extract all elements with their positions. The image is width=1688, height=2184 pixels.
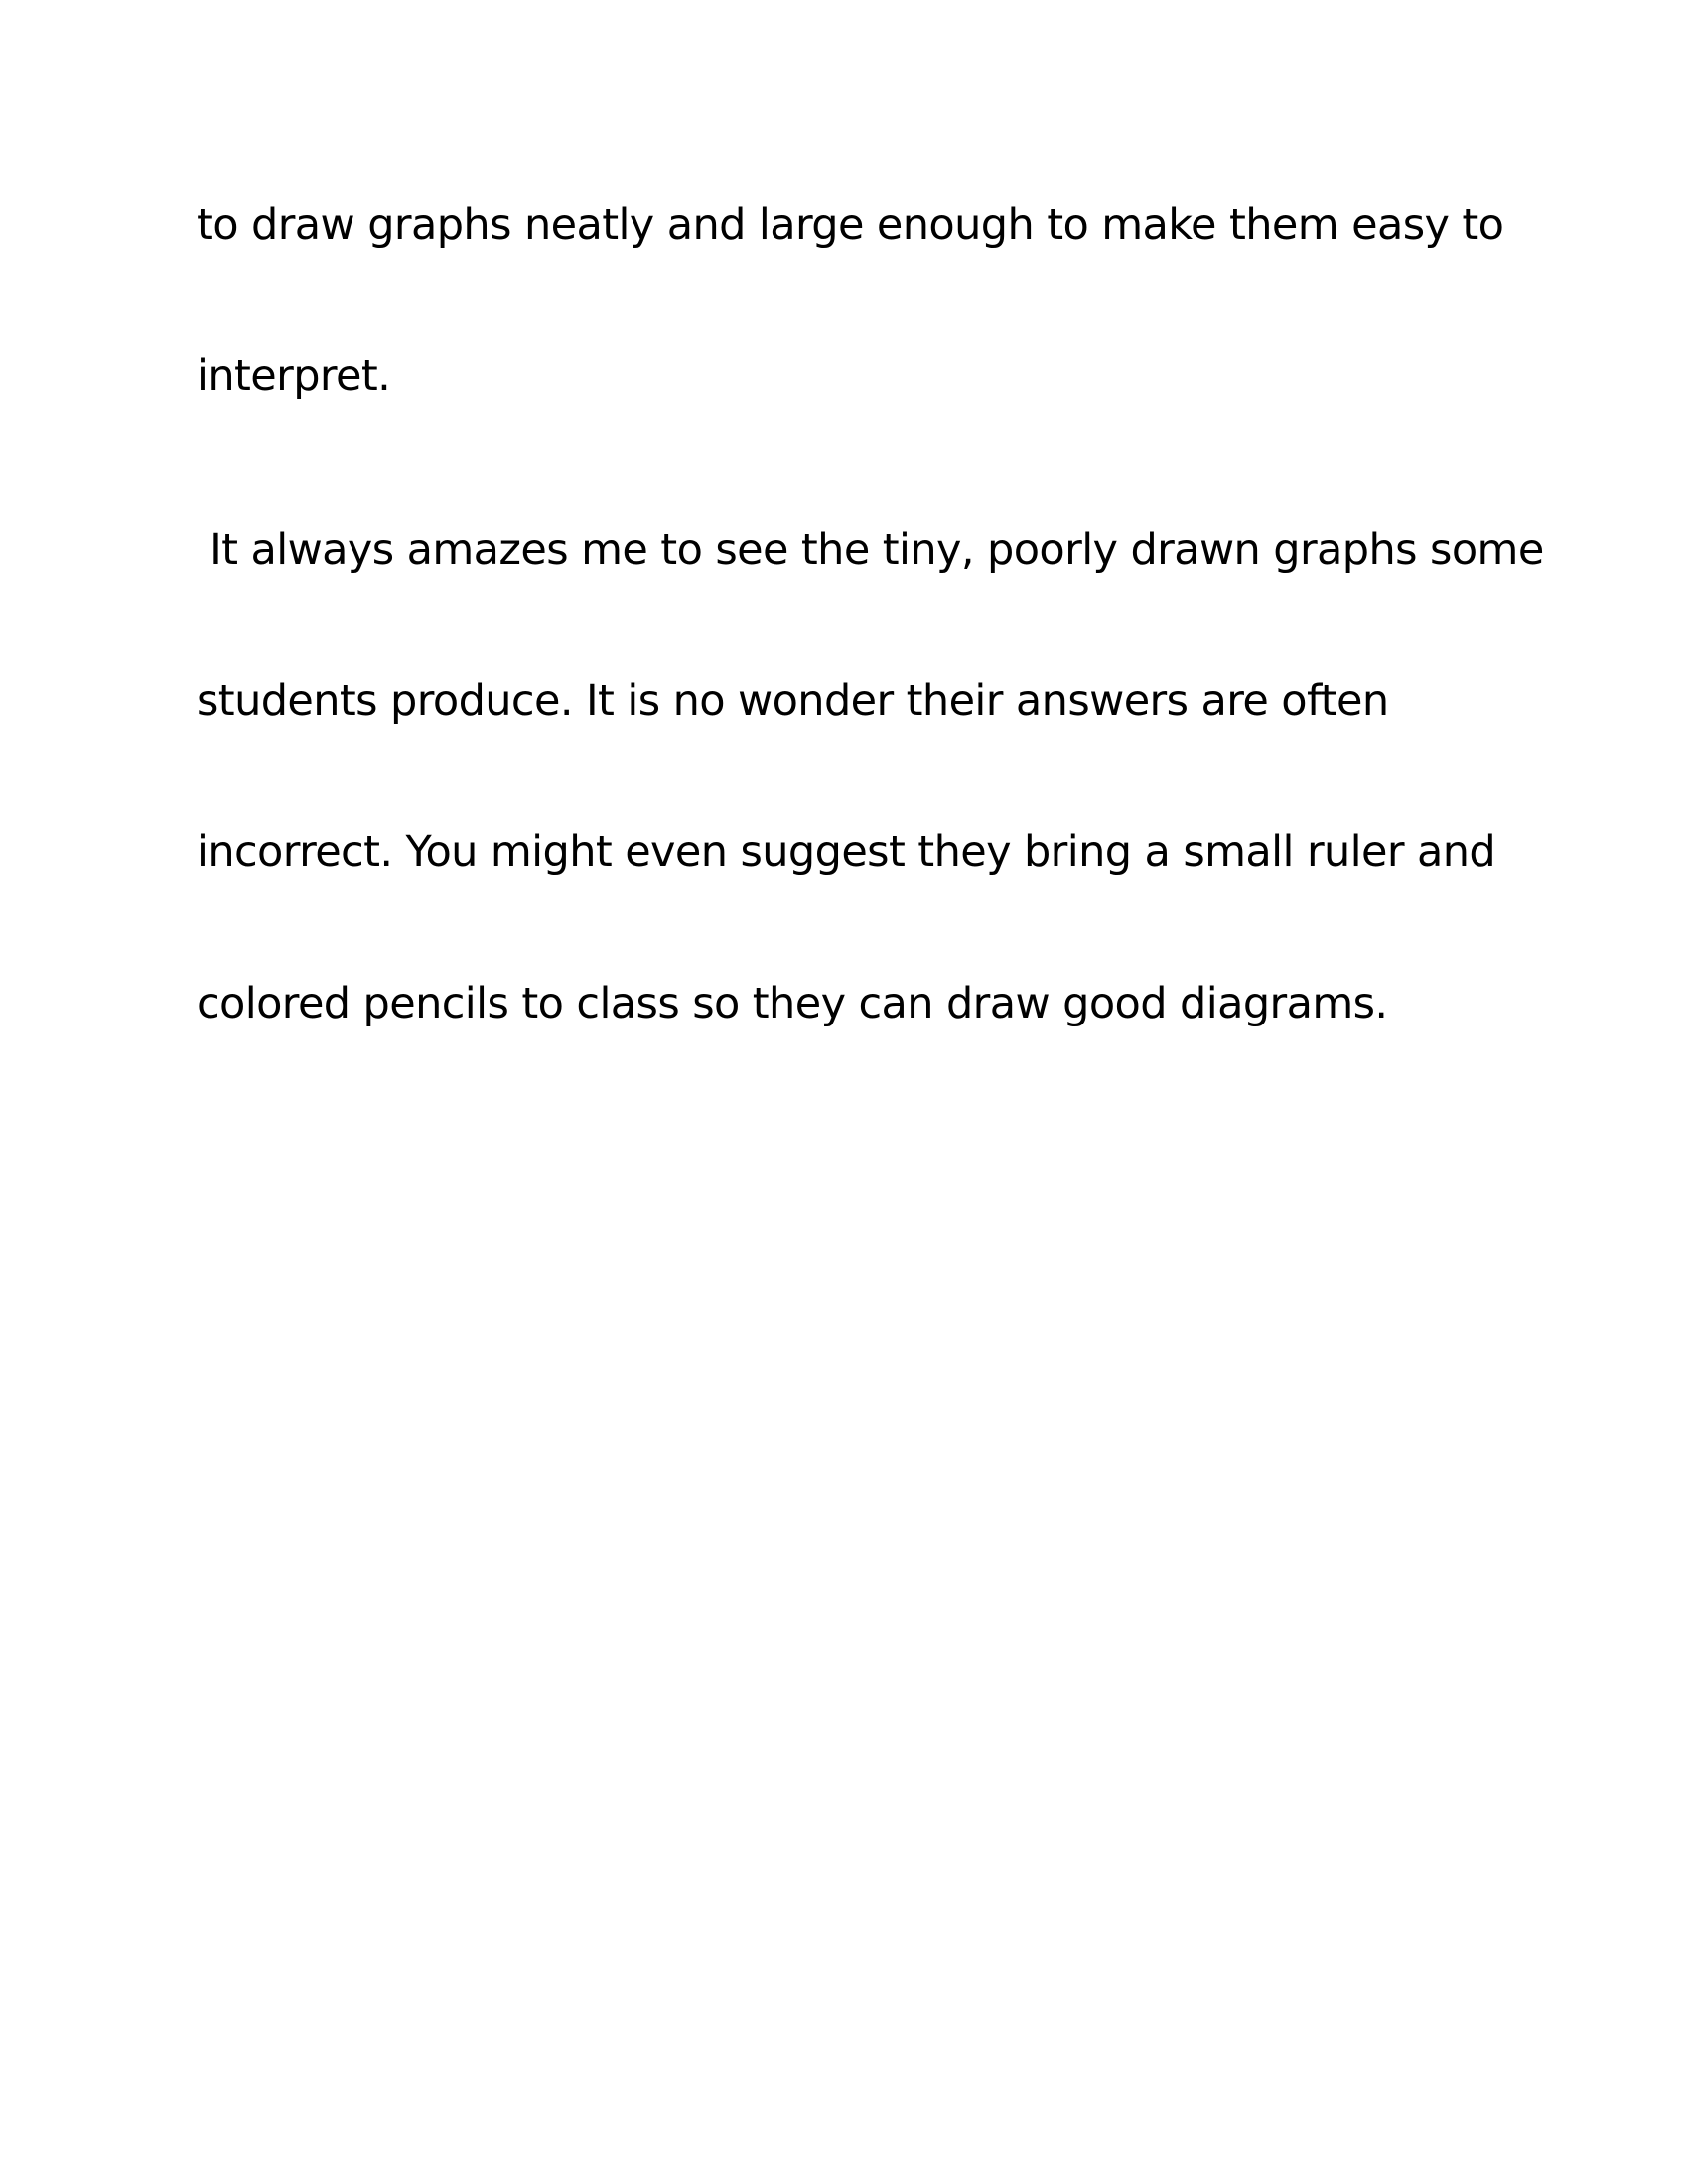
text-line: It always amazes me to see the tiny, poorly drawn graphs some — [197, 525, 1544, 575]
text-line: incorrect. You might even suggest they bring a small ruler and — [197, 827, 1496, 877]
text-line: colored pencils to class so they can draw good diagrams. — [197, 979, 1388, 1028]
text-line: interpret. — [197, 351, 391, 401]
text-line: to draw graphs neatly and large enough to make them easy to — [197, 201, 1504, 250]
text-line: students produce. It is no wonder their answers are often — [197, 676, 1389, 726]
